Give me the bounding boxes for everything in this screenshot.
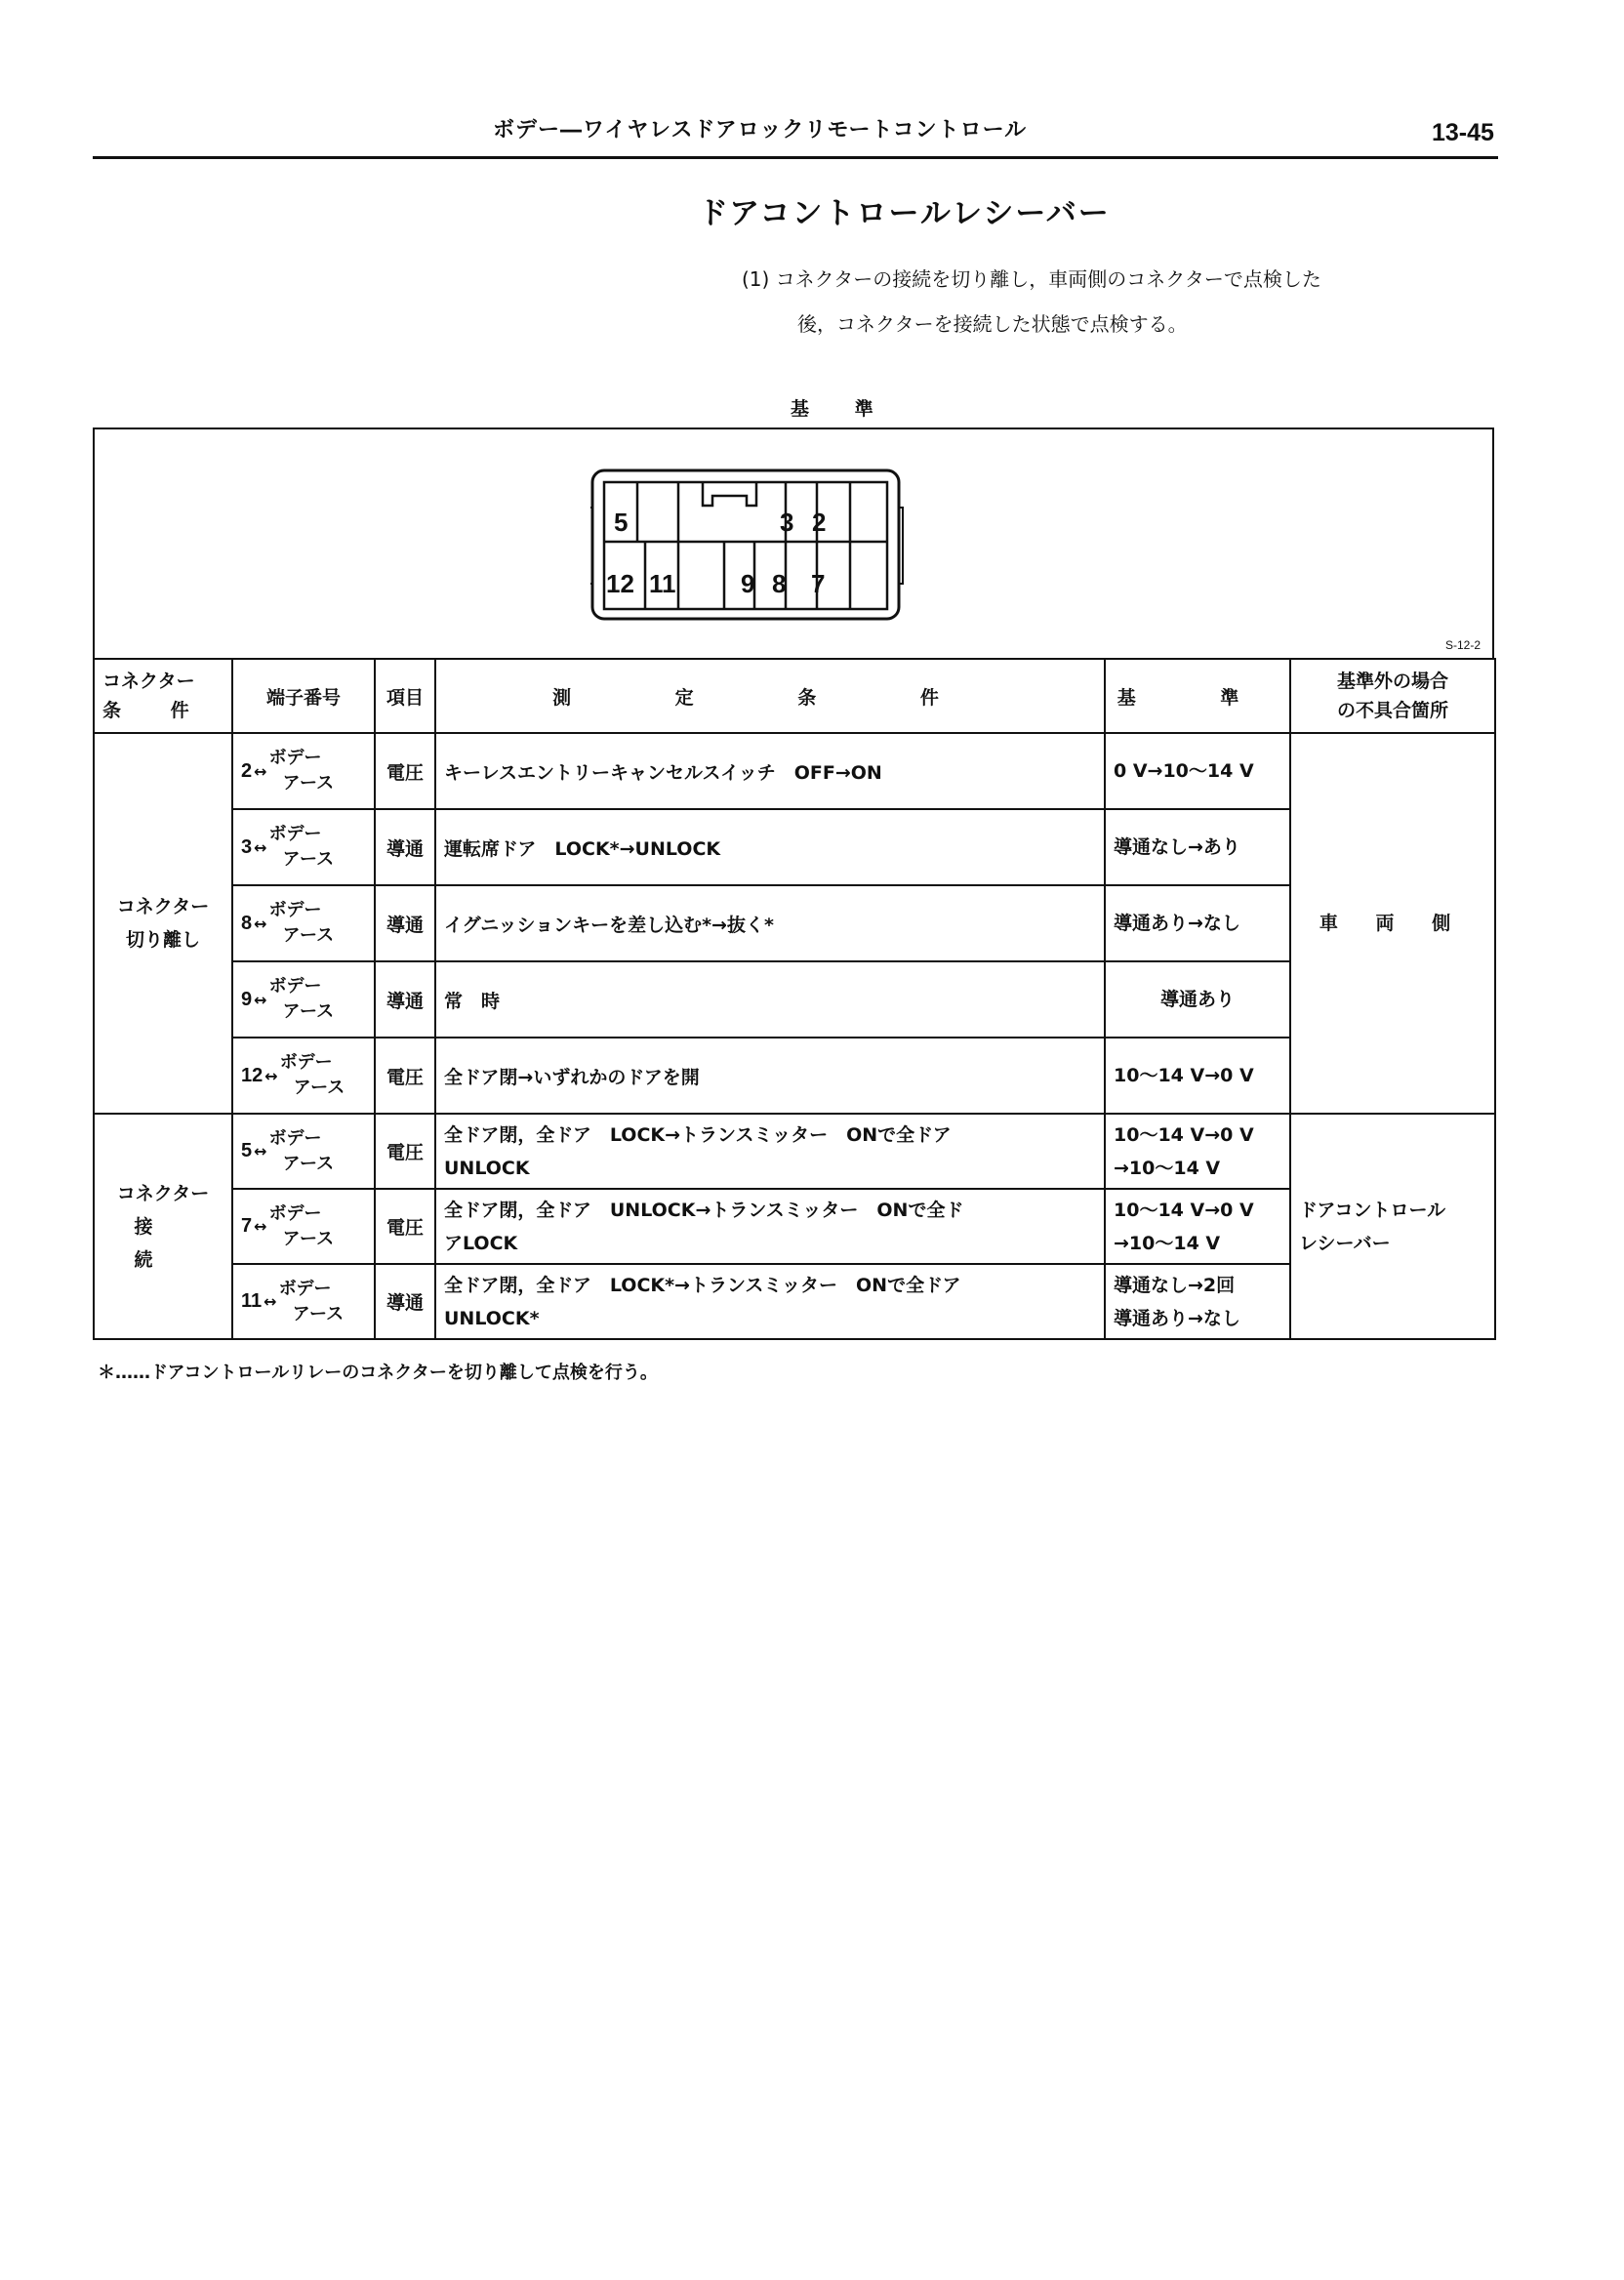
table-row	[94, 961, 1495, 1038]
pin-label: 12	[606, 569, 634, 598]
terminal-cell: 7 ↔ ボデー アース	[232, 1189, 375, 1264]
standard-cell: 導通なし→あり	[1105, 809, 1290, 885]
condition-cell: 全ドア閉，全ドア LOCK→トランスミッター ONで全ドア UNLOCK	[435, 1114, 1105, 1189]
item-cell: 導通	[375, 1264, 435, 1339]
terminal-cell: 3 ↔ ボデー アース	[232, 809, 375, 885]
header-rule	[93, 156, 1498, 159]
condition-cell: キーレスエントリーキャンセルスイッチ OFF→ON	[435, 733, 1105, 809]
table-row	[94, 885, 1495, 961]
fault-location-door-control-receiver: ドアコントロール レシーバー	[1290, 1114, 1495, 1339]
header-fault-location: 基準外の場合 の不具合箇所	[1290, 659, 1495, 733]
table-caption: 基 準	[791, 398, 893, 420]
standard-cell: 10～14 V→0 V	[1105, 1038, 1290, 1114]
standard-cell: 導通あり→なし	[1105, 885, 1290, 961]
item-cell: 電圧	[375, 1114, 435, 1189]
instruction-line-2: 後，コネクターを接続した状態で点検する。	[797, 312, 1188, 336]
terminal-cell: 5 ↔ ボデー アース	[232, 1114, 375, 1189]
terminal-cell: 9 ↔ ボデー アース	[232, 961, 375, 1038]
header-item: 項目	[375, 659, 435, 733]
item-cell: 導通	[375, 961, 435, 1038]
pin-label: 7	[811, 569, 826, 598]
section-title: ドアコントロールレシーバー	[698, 196, 1111, 231]
condition-cell: イグニッションキーを差し込む*→抜く*	[435, 885, 1105, 961]
connector-outline-icon	[590, 468, 1000, 625]
table-row	[94, 1038, 1495, 1114]
table-row	[94, 1189, 1495, 1264]
table-row	[94, 809, 1495, 885]
table-row	[94, 1114, 1495, 1189]
diagram-code: S-12-2	[1444, 638, 1481, 652]
pin-label: 8	[772, 569, 787, 598]
standard-cell: 10～14 V→0 V →10～14 V	[1105, 1114, 1290, 1189]
standard-cell: 0 V→10～14 V	[1105, 733, 1290, 809]
standard-cell: 導通あり	[1105, 961, 1290, 1038]
header-measurement-condition: 測 定 条 件	[435, 659, 1105, 733]
header-standard: 基 準	[1105, 659, 1290, 733]
fault-location-vehicle-side: 車 両 側	[1290, 733, 1495, 1114]
condition-cell: 全ドア閉，全ドア LOCK*→トランスミッター ONで全ドア UNLOCK*	[435, 1264, 1105, 1339]
pin-label: 2	[812, 508, 827, 537]
condition-cell: 全ドア閉→いずれかのドアを開	[435, 1038, 1105, 1114]
standard-cell: 10～14 V→0 V →10～14 V	[1105, 1189, 1290, 1264]
item-cell: 電圧	[375, 1038, 435, 1114]
connector-condition-connected: コネクター 接 続	[94, 1114, 232, 1339]
pin-label: 3	[780, 508, 794, 537]
pin-label: 11	[649, 569, 676, 598]
connector-diagram	[93, 428, 1494, 658]
item-cell: 導通	[375, 809, 435, 885]
standard-cell: 導通なし→2回 導通あり→なし	[1105, 1264, 1290, 1339]
table-row	[94, 1264, 1495, 1339]
condition-cell: 全ドア閉，全ドア UNLOCK→トランスミッター ONで全ド アLOCK	[435, 1189, 1105, 1264]
item-cell: 電圧	[375, 1189, 435, 1264]
item-cell: 導通	[375, 885, 435, 961]
footnote: ＊……ドアコントロールリレーのコネクターを切り離して点検を行う。	[98, 1363, 658, 1383]
header-connector-condition: コネクター 条 件	[94, 659, 232, 733]
inspection-table	[93, 658, 1496, 1340]
table-row	[94, 733, 1495, 809]
page-number: 13-45	[1432, 119, 1494, 146]
connector-condition-disconnected: コネクター 切り離し	[94, 733, 232, 1114]
condition-cell: 運転席ドア LOCK*→UNLOCK	[435, 809, 1105, 885]
condition-cell: 常 時	[435, 961, 1105, 1038]
pin-label: 9	[741, 569, 755, 598]
instruction-line-1: (1) コネクターの接続を切り離し，車両側のコネクターで点検した	[742, 267, 1321, 291]
terminal-cell: 2 ↔ ボデー アース	[232, 733, 375, 809]
table-header-row	[94, 659, 1495, 733]
terminal-cell: 12 ↔ ボデー アース	[232, 1038, 375, 1114]
terminal-cell: 11 ↔ ボデー アース	[232, 1264, 375, 1339]
terminal-cell: 8 ↔ ボデー アース	[232, 885, 375, 961]
header-terminal: 端子番号	[232, 659, 375, 733]
item-cell: 電圧	[375, 733, 435, 809]
page-header-title: ボデー―ワイヤレスドアロックリモートコントロール	[493, 118, 1028, 142]
pin-label: 5	[614, 508, 629, 537]
